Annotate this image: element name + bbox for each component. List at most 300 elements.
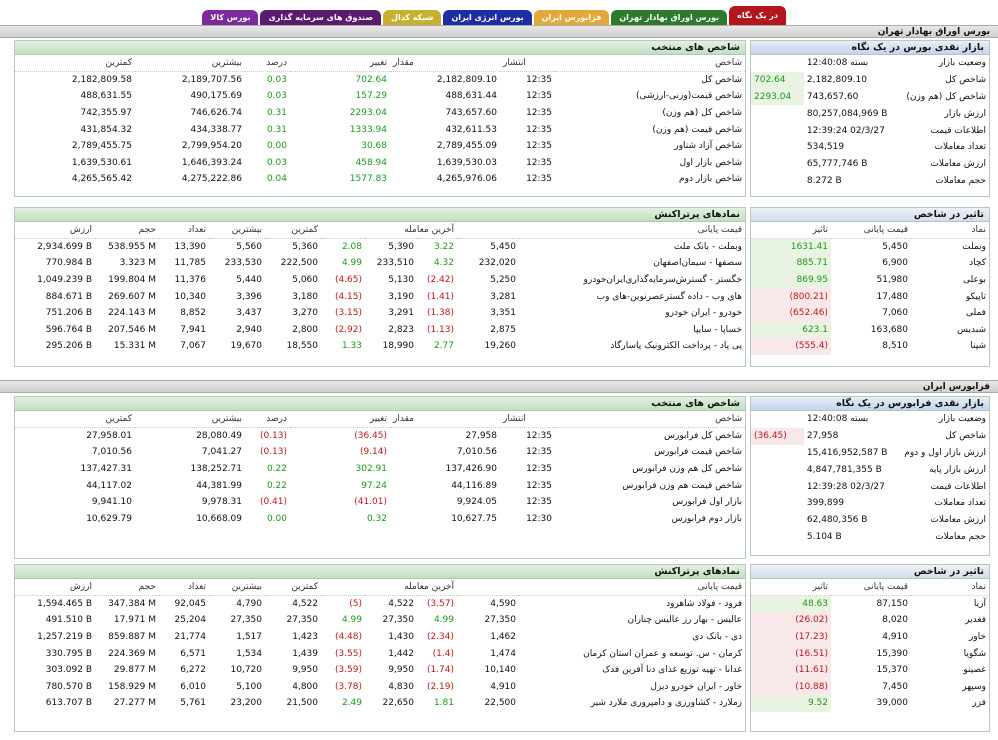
index-min: 431,854.32 [80, 124, 132, 135]
impact-symbol[interactable]: آریا [973, 599, 986, 610]
symbol-lastch: (2.92) [334, 324, 362, 335]
symbol-lastch: (3.59) [334, 665, 362, 676]
symbol-max: 2,940 [236, 324, 262, 335]
index-max: 9,978.31 [201, 497, 242, 508]
index-name: شاخص قیمت (هم وزن) [652, 124, 742, 135]
impact-row[interactable] [751, 596, 989, 613]
snapshot-change [751, 445, 804, 462]
impact-price: 87,150 [876, 599, 908, 610]
symbol-count: 8,852 [180, 308, 206, 319]
impact-symbol[interactable]: خاور [969, 632, 986, 643]
symbol-row[interactable] [15, 596, 745, 613]
index-value: 10,627.75 [451, 513, 497, 524]
column-header: حجم [95, 579, 159, 596]
index-value: 2,789,455.09 [436, 141, 497, 152]
impact-price: 5,450 [882, 242, 908, 253]
symbol-count: 11,785 [174, 258, 206, 269]
snapshot-change [751, 461, 804, 478]
symbol-name[interactable]: فرود - فولاد شاهرود [666, 599, 743, 610]
column-header: قیمت پایانی [831, 579, 911, 596]
snapshot-row [751, 139, 989, 156]
market-tabs [202, 6, 786, 26]
symbol-row[interactable] [15, 322, 745, 339]
symbol-name[interactable]: خودرو - ایران خودرو [665, 308, 743, 319]
symbol-closech: (1.74) [426, 665, 454, 676]
symbol-min: 18,550 [286, 341, 318, 352]
index-value: 432,611.53 [445, 124, 497, 135]
symbol-row[interactable] [15, 695, 745, 712]
symbol-lastch: (4.15) [334, 291, 362, 302]
snapshot-label: تعداد معاملات [934, 498, 986, 509]
symbol-row[interactable] [15, 272, 745, 289]
symbol-count: 7,941 [180, 324, 206, 335]
symbol-val: 780.570 B [45, 681, 92, 692]
index-min: 27,958.01 [86, 431, 132, 442]
snapshot-change [751, 173, 804, 190]
column-header: تعداد [159, 222, 209, 239]
symbol-vol: 207.546 M [108, 324, 156, 335]
snapshot-value: بسته 12:40:08 [806, 414, 869, 425]
index-pct: 0.00 [266, 141, 287, 152]
index-value: 7,010.56 [456, 447, 497, 458]
impact-price: 15,390 [876, 648, 908, 659]
symbol-lastch: (3.15) [334, 308, 362, 319]
column-header: تاثیر [751, 579, 831, 596]
snapshot-change: 2293.04 [751, 89, 804, 106]
index-max: 44,381.99 [196, 480, 242, 491]
tab-6[interactable]: بورس کالا [202, 10, 258, 26]
symbol-closech: (1.38) [426, 308, 454, 319]
panel-title: تاثیر در شاخص [751, 565, 989, 579]
impact-symbol[interactable]: تاپیکو [965, 291, 986, 302]
snapshot-row [751, 529, 989, 546]
snapshot-change [751, 139, 804, 156]
impact-symbol[interactable]: فملی [966, 308, 986, 319]
impact-row[interactable] [751, 322, 989, 339]
symbol-max: 4,790 [236, 599, 262, 610]
symbol-closech: (2.19) [426, 681, 454, 692]
symbol-name[interactable]: سصفها - سیمان‌اصفهان [653, 258, 743, 269]
column-header: قیمت پایانی [457, 579, 745, 596]
index-name: شاخص قیمت هم وزن فرابورس [622, 480, 742, 491]
index-pct: 0.31 [266, 124, 287, 135]
impact-price: 17,480 [876, 291, 908, 302]
impact-row[interactable] [751, 645, 989, 662]
symbol-last: 1,442 [388, 648, 414, 659]
symbol-lastch: (4.65) [334, 275, 362, 286]
column-header: مقدار [390, 55, 500, 72]
symbol-closech: 4.99 [433, 615, 454, 626]
column-header: کمترین [265, 222, 321, 239]
symbol-max: 23,200 [230, 698, 262, 709]
tab-2[interactable]: فرابورس ایران [534, 10, 610, 26]
symbol-name[interactable]: خساپا - سایپا [693, 324, 743, 335]
symbol-name[interactable]: غدانا - تهیه توزیع غذای دنا آفرین فدک [602, 665, 743, 676]
symbol-closech: (2.42) [426, 275, 454, 286]
impact-row[interactable] [751, 255, 989, 272]
symbol-closech: 1.81 [433, 698, 454, 709]
index-value: 2,182,809.10 [436, 75, 497, 86]
impact-row[interactable] [751, 305, 989, 322]
column-header: تاثیر [751, 222, 831, 239]
snapshot-value: 12:39:24 02/3/27 [806, 125, 885, 136]
symbol-row[interactable] [15, 629, 745, 646]
symbol-val: 613.707 B [45, 698, 92, 709]
index-pct: (0.41) [259, 497, 287, 508]
impact-row[interactable] [751, 272, 989, 289]
snapshot-row [751, 478, 989, 495]
snapshot-value: بسته 12:40:08 [806, 58, 869, 69]
column-header: ارزش [15, 579, 95, 596]
symbol-val: 884.671 B [45, 291, 92, 302]
snapshot-label: ارزش بازار [944, 108, 986, 119]
snapshot-value: 534,519 [806, 142, 845, 153]
symbol-name[interactable]: پی پاد - پرداخت الکترونیک پاسارگاد [610, 341, 743, 352]
tse-snapshot-panel [750, 40, 990, 197]
symbol-lastch: (3.55) [334, 648, 362, 659]
impact-row[interactable] [751, 288, 989, 305]
impact-row[interactable] [751, 629, 989, 646]
symbol-val: 295.206 B [45, 341, 92, 352]
symbol-row[interactable] [15, 338, 745, 355]
column-header: تغییر [290, 55, 390, 72]
symbol-count: 5,761 [180, 698, 206, 709]
symbol-min: 21,500 [286, 698, 318, 709]
column-header: کمترین [15, 55, 135, 72]
index-row[interactable] [15, 428, 745, 445]
index-row[interactable] [15, 121, 745, 138]
index-name: شاخص بازار اول [679, 157, 742, 168]
snapshot-row [751, 105, 989, 122]
snapshot-label: شاخص کل [945, 75, 986, 86]
snapshot-change [751, 478, 804, 495]
snapshot-row [751, 411, 989, 428]
index-pct: 0.22 [266, 480, 287, 491]
symbol-min: 222,500 [280, 258, 318, 269]
symbol-min: 4,800 [292, 681, 318, 692]
impact-value: (10.88) [751, 679, 831, 696]
symbol-closech: 4.32 [433, 258, 454, 269]
symbol-row[interactable] [15, 288, 745, 305]
tse-symbols-panel [14, 207, 746, 367]
impact-price: 8,510 [882, 341, 908, 352]
snapshot-row [751, 445, 989, 462]
index-min: 137,427.31 [80, 464, 132, 475]
snapshot-change: (36.45) [751, 428, 804, 445]
index-pct: 0.03 [266, 91, 287, 102]
impact-price: 4,910 [882, 632, 908, 643]
impact-value: (16.51) [751, 645, 831, 662]
symbol-lastch: (4.48) [334, 632, 362, 643]
index-change: 302.91 [355, 464, 387, 475]
impact-symbol[interactable]: وبملت [962, 242, 986, 253]
index-row[interactable] [15, 461, 745, 478]
impact-symbol[interactable]: وسپهر [962, 681, 986, 692]
symbol-val: 1,257.219 B [37, 632, 92, 643]
index-time: 12:35 [526, 480, 552, 491]
column-header: شاخص [555, 55, 745, 72]
symbol-min: 5,060 [292, 275, 318, 286]
ifb-section-bar [0, 380, 998, 393]
symbol-vol: 269.607 M [108, 291, 156, 302]
column-header: بیشترین [209, 222, 265, 239]
symbol-row[interactable] [15, 239, 745, 256]
symbol-max: 233,530 [224, 258, 262, 269]
symbol-row[interactable] [15, 662, 745, 679]
column-header: شاخص [555, 411, 745, 428]
index-time: 12:35 [526, 75, 552, 86]
column-header: آخرین معامله [321, 222, 457, 239]
symbol-row[interactable] [15, 255, 745, 272]
index-row[interactable] [15, 88, 745, 105]
impact-symbol[interactable]: شگویا [963, 648, 986, 659]
impact-symbol[interactable]: فغدیر [965, 615, 986, 626]
index-pct: 0.31 [266, 108, 287, 119]
symbol-row[interactable] [15, 612, 745, 629]
index-time: 12:35 [526, 431, 552, 442]
symbol-last: 22,650 [382, 698, 414, 709]
impact-row[interactable] [751, 612, 989, 629]
index-min: 4,265,565.42 [71, 174, 132, 185]
snapshot-value: 399,899 [806, 498, 845, 509]
impact-value: 9.52 [751, 695, 831, 712]
symbol-last: 1,430 [388, 632, 414, 643]
snapshot-label: ارزش معاملات [930, 515, 986, 526]
index-change: 157.29 [355, 91, 387, 102]
indices-table [15, 55, 745, 188]
symbol-name[interactable]: خگستر - گسترش‌سرمایه‌گذاری‌ایران‌خودرو [583, 275, 743, 286]
index-value: 488,631.44 [445, 91, 497, 102]
symbol-max: 27,350 [230, 615, 262, 626]
snapshot-row [751, 428, 989, 445]
index-max: 7,041.27 [201, 447, 242, 458]
symbol-min: 1,423 [292, 632, 318, 643]
symbol-close: 1,462 [490, 632, 516, 643]
index-value: 137,426.90 [445, 464, 497, 475]
symbol-val: 1,049.239 B [37, 275, 92, 286]
index-change: 1333.94 [349, 124, 387, 135]
snapshot-label: ارزش معاملات [930, 159, 986, 170]
symbol-count: 92,045 [174, 599, 206, 610]
symbol-count: 6,571 [180, 648, 206, 659]
panel-title: شاخص های منتخب [15, 41, 745, 55]
impact-symbol[interactable]: شبدیس [957, 324, 986, 335]
symbol-name[interactable]: وبملت - بانک ملت [673, 242, 743, 253]
index-row[interactable] [15, 444, 745, 461]
index-row[interactable] [15, 494, 745, 511]
symbol-name[interactable]: خاور - ایران خودرو دیزل [650, 681, 743, 692]
snapshot-row [751, 495, 989, 512]
symbol-close: 232,020 [478, 258, 516, 269]
snapshot-change [751, 512, 804, 529]
impact-symbol[interactable]: فزر [972, 698, 986, 709]
symbol-val: 2,934.699 B [37, 242, 92, 253]
impact-row[interactable] [751, 662, 989, 679]
index-row[interactable] [15, 155, 745, 172]
symbol-close: 5,250 [490, 275, 516, 286]
snapshot-row [751, 461, 989, 478]
index-max: 1,646,393.24 [181, 157, 242, 168]
symbols-table [15, 579, 745, 712]
symbol-lastch: 2.08 [341, 242, 362, 253]
index-min: 2,182,809.58 [71, 75, 132, 86]
tab-3[interactable]: بورس انرژی ایران [443, 10, 531, 26]
index-time: 12:35 [526, 497, 552, 508]
column-header: درصد [245, 55, 290, 72]
impact-symbol[interactable]: شپنا [970, 341, 986, 352]
symbol-row[interactable] [15, 645, 745, 662]
index-pct: 0.04 [266, 174, 287, 185]
index-min: 742,355.97 [80, 108, 132, 119]
symbol-vol: 859.887 M [108, 632, 156, 643]
column-header: مقدار [390, 411, 500, 428]
symbol-min: 5,360 [292, 242, 318, 253]
snapshot-change [751, 495, 804, 512]
symbol-max: 5,440 [236, 275, 262, 286]
symbol-count: 11,376 [174, 275, 206, 286]
index-time: 12:35 [526, 124, 552, 135]
symbol-vol: 27.277 M [113, 698, 156, 709]
impact-table [751, 579, 989, 712]
panel-title: شاخص های منتخب [15, 397, 745, 411]
index-time: 12:35 [526, 174, 552, 185]
impact-symbol[interactable]: کچاد [969, 258, 986, 269]
index-time: 12:35 [526, 157, 552, 168]
panel-title: بازار نقدی بورس در یک نگاه [751, 41, 989, 55]
snapshot-value: 80,257,084,969 B [806, 108, 888, 119]
index-row[interactable] [15, 72, 745, 89]
symbol-name[interactable]: کرمان - س. توسعه و عمران استان کرمان [583, 648, 743, 659]
snapshot-value: 62,480,356 B [806, 515, 868, 526]
symbol-close: 27,350 [484, 615, 516, 626]
symbol-max: 3,396 [236, 291, 262, 302]
symbol-name[interactable]: های وب - داده گسترعصرنوین-های وب [596, 291, 743, 302]
impact-value: (555.4) [751, 338, 831, 355]
tab-0[interactable]: در یک نگاه [729, 6, 786, 26]
snapshot-value: 12:39:28 02/3/27 [806, 481, 885, 492]
snapshot-row [751, 89, 989, 106]
symbol-close: 19,260 [484, 341, 516, 352]
column-header: نماد [911, 579, 989, 596]
snapshot-row [751, 156, 989, 173]
impact-price: 39,000 [876, 698, 908, 709]
symbol-last: 18,990 [382, 341, 414, 352]
symbol-name[interactable]: زملارد - کشاورزی و دامپروری ملارد شیر [590, 698, 743, 709]
snapshot-label: حجم معاملات [935, 175, 986, 186]
symbol-count: 13,390 [174, 242, 206, 253]
index-row[interactable] [15, 138, 745, 155]
symbol-max: 10,720 [230, 665, 262, 676]
symbol-last: 2,823 [388, 324, 414, 335]
column-header: انتشار [500, 411, 555, 428]
index-pct: 0.03 [266, 75, 287, 86]
symbol-row[interactable] [15, 305, 745, 322]
column-header: درصد [245, 411, 290, 428]
index-min: 10,629.79 [86, 513, 132, 524]
column-header: آخرین معامله [321, 579, 457, 596]
symbol-max: 1,517 [236, 632, 262, 643]
snapshot-label: وضعیت بازار [938, 414, 986, 425]
index-row[interactable] [15, 477, 745, 494]
ifb-impact-panel [750, 564, 990, 732]
tab-1[interactable]: بورس اوراق بهادار تهران [611, 10, 727, 26]
symbol-close: 22,500 [484, 698, 516, 709]
symbol-min: 3,180 [292, 291, 318, 302]
symbol-count: 6,010 [180, 681, 206, 692]
index-row[interactable] [15, 511, 745, 528]
index-max: 2,189,707.56 [181, 75, 242, 86]
column-header: ارزش [15, 222, 95, 239]
index-change: (9.14) [359, 447, 387, 458]
snapshot-change [751, 529, 804, 546]
snapshot-label: شاخص کل (هم وزن) [906, 91, 986, 102]
symbol-name[interactable]: دی - بانک دی [692, 632, 743, 643]
index-min: 9,941.10 [91, 497, 132, 508]
index-change: (41.01) [354, 497, 387, 508]
impact-price: 15,370 [876, 665, 908, 676]
snapshot-label: ارزش بازار اول و دوم [904, 447, 986, 458]
impact-row[interactable] [751, 239, 989, 256]
symbol-val: 770.984 B [45, 258, 92, 269]
index-change: 458.94 [355, 157, 387, 168]
index-time: 12:35 [526, 141, 552, 152]
snapshot-row [751, 55, 989, 72]
index-max: 2,799,954.20 [181, 141, 242, 152]
impact-value: (652.46) [751, 305, 831, 322]
index-time: 12:35 [526, 464, 552, 475]
snapshot-value: 5.104 B [806, 531, 842, 542]
snapshot-table [751, 411, 989, 545]
tab-4[interactable]: شبکه کدال [383, 10, 441, 26]
impact-price: 8,020 [882, 615, 908, 626]
snapshot-label: ارزش بازار پایه [929, 464, 986, 475]
impact-row[interactable] [751, 695, 989, 712]
column-header: کمترین [15, 411, 135, 428]
column-header: کمترین [265, 579, 321, 596]
symbol-min: 1,439 [292, 648, 318, 659]
symbol-max: 3,437 [236, 308, 262, 319]
impact-price: 163,680 [870, 324, 908, 335]
symbol-row[interactable] [15, 679, 745, 696]
symbol-name[interactable]: عالیس - بهار رز عالیس چناران [627, 615, 743, 626]
symbol-count: 10,340 [174, 291, 206, 302]
symbol-vol: 15.331 M [113, 341, 156, 352]
impact-row[interactable] [751, 679, 989, 696]
symbol-max: 5,100 [236, 681, 262, 692]
symbol-vol: 224.143 M [108, 308, 156, 319]
index-name: شاخص کل [701, 75, 742, 86]
column-header: قیمت پایانی [457, 222, 745, 239]
index-row[interactable] [15, 105, 745, 122]
impact-value: 1631.41 [751, 239, 831, 256]
index-max: 490,175.69 [190, 91, 242, 102]
tab-5[interactable]: صندوق های سرمایه گذاری [260, 10, 381, 26]
symbol-last: 27,350 [382, 615, 414, 626]
impact-symbol[interactable]: بوعلی [962, 275, 986, 286]
indices-table [15, 411, 745, 527]
symbol-vol: 199.804 M [108, 275, 156, 286]
column-header: تعداد [159, 579, 209, 596]
column-header: حجم [95, 222, 159, 239]
symbol-last: 3,291 [388, 308, 414, 319]
index-change: 30.68 [361, 141, 387, 152]
index-row[interactable] [15, 171, 745, 188]
index-min: 7,010.56 [91, 447, 132, 458]
impact-symbol[interactable]: غصینو [963, 665, 986, 676]
symbol-close: 3,281 [490, 291, 516, 302]
impact-row[interactable] [751, 338, 989, 355]
index-value: 743,657.60 [445, 108, 497, 119]
